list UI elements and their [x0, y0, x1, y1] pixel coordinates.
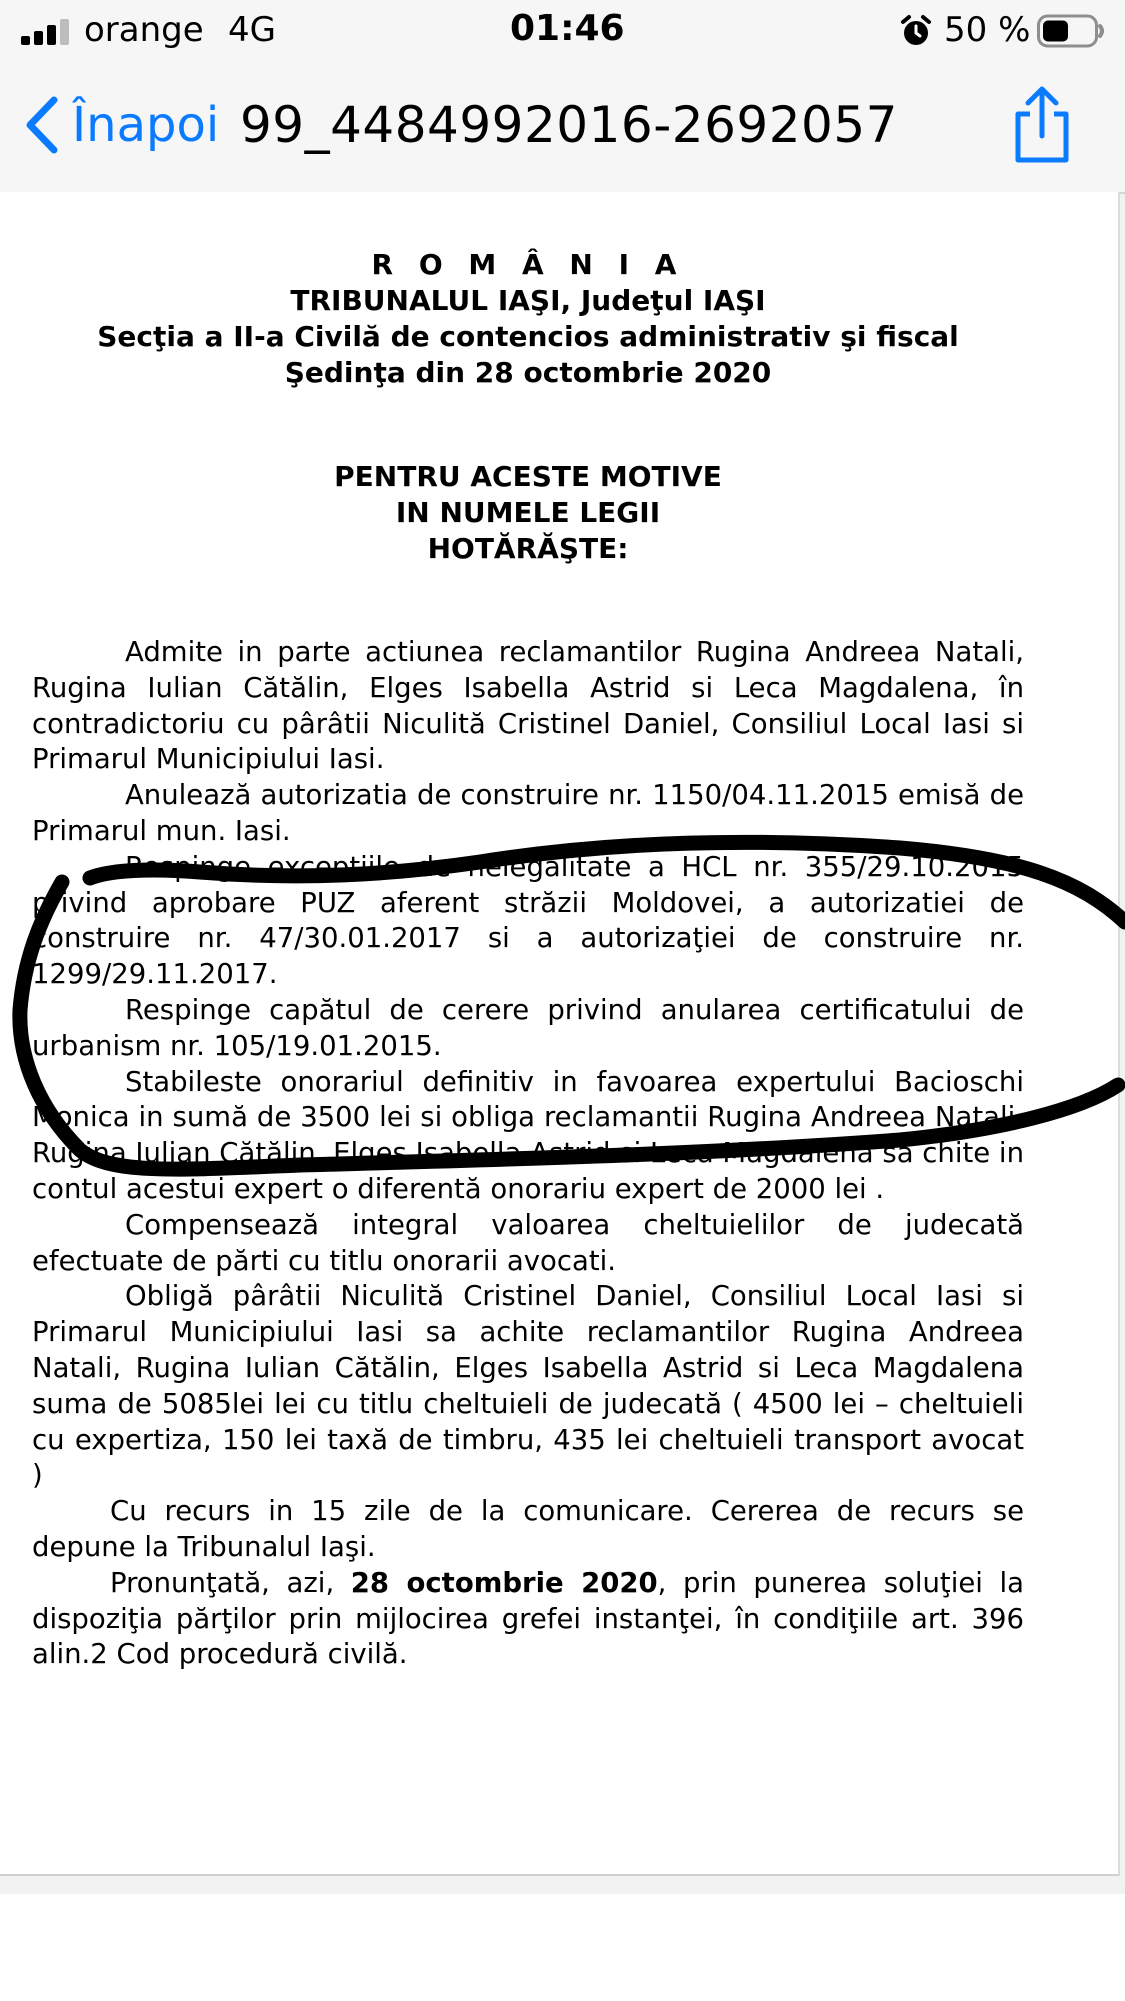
decision-heading	[32, 459, 1024, 567]
country-heading: R O M Â N I A	[371, 248, 685, 281]
back-button[interactable]	[22, 90, 219, 160]
paragraph-admite: Admite in parte actiunea reclamantilor Rugina Andreea Natali, Rugina Iulian Cătălin, Elges Isabella Astrid si Leca Magdalena, în contradictoriu cu pârâtii Niculită Cristinel Daniel, Consiliul Local Iasi si Primarul Municipiului Iasi.	[32, 636, 1024, 776]
document-body	[32, 635, 1024, 1673]
court-heading: TRIBUNALUL IAŞI, Judeţul IAŞI	[290, 284, 766, 317]
session-heading: Şedinţa din 28 octombrie 2020	[284, 356, 772, 389]
battery-icon	[1037, 13, 1105, 49]
paragraph-obliga: Obligă pârâtii Niculită Cristinel Daniel, Consiliul Local Iasi si Primarul Municipiului Iasi sa achite reclamantilor Rugina Andreea Natali, Rugina Iulian Cătălin, Elges Isabella Astrid si Leca Magdalena suma de 5085lei lei cu titlu cheltuieli de judecată ( 4500 lei – cheltuieli cu expertiza, 150 lei taxă de timbru, 435 lei cheltuieli transport avocat )	[32, 1280, 1024, 1492]
document-page[interactable]	[0, 192, 1120, 1876]
back-label: Înapoi	[72, 97, 220, 153]
paragraph-respinge-exceptii: Respinge exceptiile de nelegalitate a HCL nr. 355/29.10.2015 privind aprobare PUZ aferent străzii Moldovei, a autorizatiei de construire nr. 47/30.01.2017 si a autorizaţiei de construire nr. 1299/29.11.2017.	[32, 850, 1024, 991]
decision-line-3: HOTĂRĂŞTE:	[427, 532, 629, 565]
carrier-name: orange	[84, 10, 204, 50]
status-bar	[0, 0, 1125, 62]
battery-percentage: 50 %	[944, 10, 1031, 50]
paragraph-anuleaza: Anulează autorizatia de construire nr. 1150/04.11.2015 emisă de Primarul mun. Iasi.	[32, 779, 1024, 847]
document-content	[32, 247, 1024, 1673]
network-type: 4G	[228, 10, 276, 50]
section-heading: Secţia a II-a Civilă de contencios administrativ şi fiscal	[97, 320, 959, 353]
document-header	[32, 247, 1024, 391]
paragraph-onorariu: Stabileste onorariul definitiv in favoarea expertului Bacioschi Monica in sumă de 3500 lei si obliga reclamantii Rugina Andreea Natali, Rugina Iulian Cătălin, Elges Isabella Astrid si Leca Magdalena sa chite in contul acestui expert o diferentă onorariu expert de 2000 lei .	[32, 1065, 1024, 1205]
signal-icon	[21, 19, 73, 45]
alarm-icon	[899, 14, 933, 48]
navigation-bar	[0, 62, 1125, 194]
document-title: 99_4484992016-2692057	[240, 96, 898, 154]
decision-line-1: PENTRU ACESTE MOTIVE	[334, 460, 722, 493]
share-icon[interactable]	[1010, 86, 1074, 164]
chevron-left-icon	[22, 94, 62, 156]
pronuntata-prefix: Pronunţată, azi,	[110, 1566, 351, 1599]
pronuntata-date: 28 octombrie 2020	[350, 1566, 658, 1599]
paragraph-compenseaza: Compensează integral valoarea cheltuielilor de judecată efectuate de părti cu titlu onorarii avocati.	[32, 1208, 1024, 1277]
pronuntata-suffix: , prin punerea soluţiei la dispoziţia părţilor prin mijlocirea grefei instanţei, în condiţiile art. 396 alin.2 Cod procedură civilă.	[32, 1566, 1024, 1671]
paragraph-respinge-capat: Respinge capătul de cerere privind anularea certificatului de urbanism nr. 105/19.01.2015.	[32, 993, 1024, 1062]
decision-line-2: IN NUMELE LEGII	[395, 496, 661, 529]
paragraph-recurs: Cu recurs in 15 zile de la comunicare. Cererea de recurs se depune la Tribunalul Iaşi.	[32, 1495, 1024, 1563]
next-page	[0, 1894, 1125, 2001]
status-time: 01:46	[510, 8, 625, 49]
paragraph-pronuntata	[32, 1566, 1024, 1673]
